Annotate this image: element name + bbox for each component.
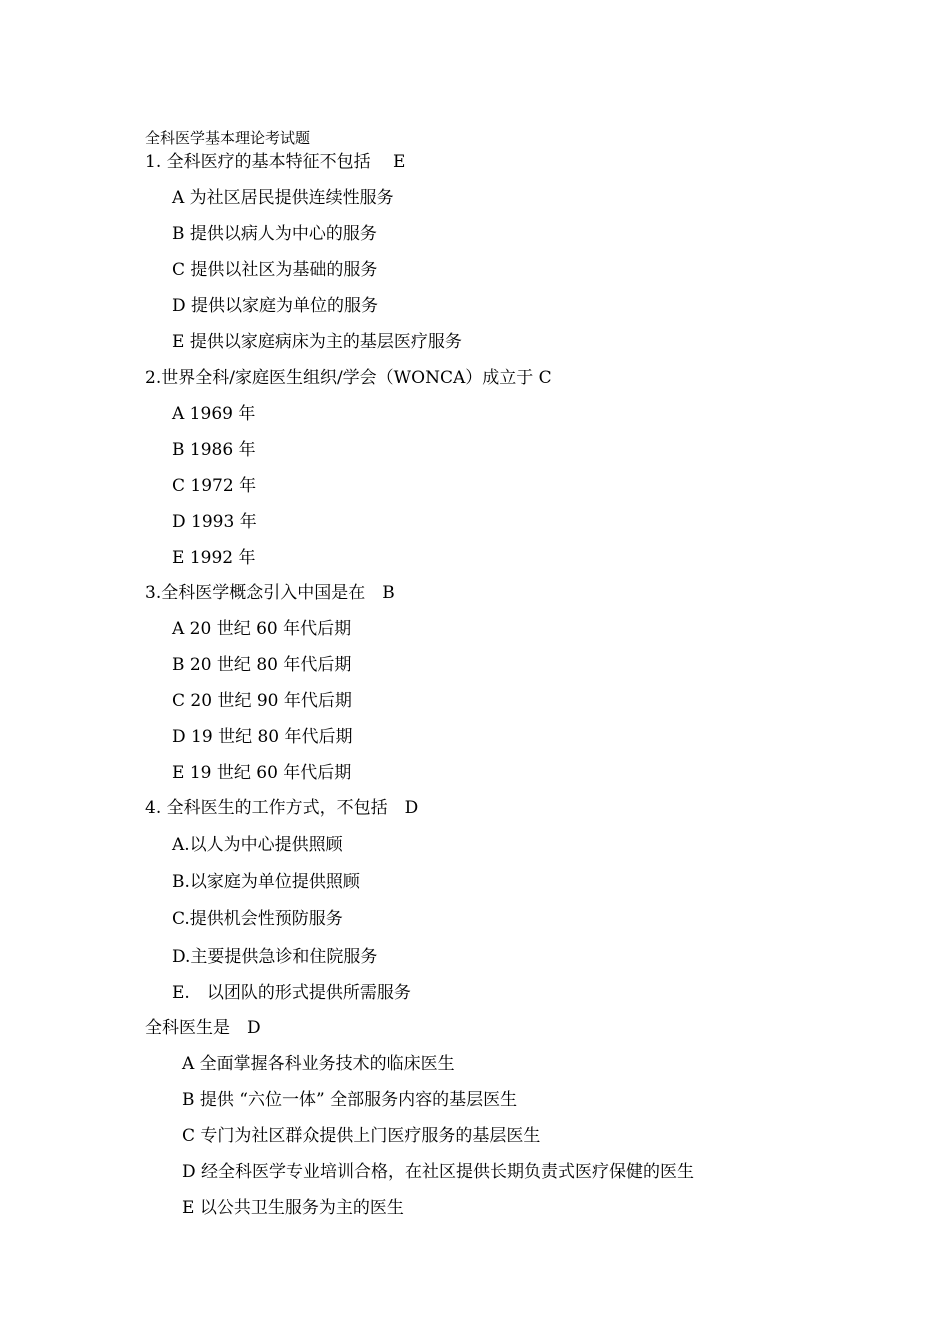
question-1-option-d: D 提供以家庭为单位的服务 bbox=[172, 296, 379, 316]
question-2-option-d: D 1993 年 bbox=[172, 512, 257, 532]
question-1-option-b: B 提供以病人为中心的服务 bbox=[172, 224, 377, 244]
question-5-stem: 全科医生是 D bbox=[145, 1018, 261, 1038]
question-1-stem: 1. 全科医疗的基本特征不包括 E bbox=[145, 152, 406, 172]
question-5-option-c: C 专门为社区群众提供上门医疗服务的基层医生 bbox=[182, 1126, 541, 1146]
question-4-stem: 4. 全科医生的工作方式，不包括 D bbox=[145, 798, 419, 818]
question-2-stem: 2.世界全科/家庭医生组织/学会（WONCA）成立于 C bbox=[145, 368, 552, 388]
question-5-option-e: E 以公共卫生服务为主的医生 bbox=[182, 1198, 404, 1218]
question-3-option-c: C 20 世纪 90 年代后期 bbox=[172, 691, 352, 711]
question-3-option-e: E 19 世纪 60 年代后期 bbox=[172, 763, 352, 783]
question-2-option-e: E 1992 年 bbox=[172, 548, 256, 568]
question-3-stem: 3.全科医学概念引入中国是在 B bbox=[145, 583, 395, 603]
question-2-option-a: A 1969 年 bbox=[172, 404, 256, 424]
question-5-option-b: B 提供 “六位一体” 全部服务内容的基层医生 bbox=[182, 1090, 518, 1110]
question-4-option-c: C.提供机会性预防服务 bbox=[172, 909, 343, 929]
question-3-option-d: D 19 世纪 80 年代后期 bbox=[172, 727, 353, 747]
question-4-option-e: E. 以团队的形式提供所需服务 bbox=[172, 983, 411, 1003]
question-4-option-b: B.以家庭为单位提供照顾 bbox=[172, 872, 360, 892]
question-3-option-a: A 20 世纪 60 年代后期 bbox=[172, 619, 352, 639]
question-2-option-c: C 1972 年 bbox=[172, 476, 257, 496]
document-title: 全科医学基本理论考试题 bbox=[145, 129, 311, 147]
question-5-option-d: D 经全科医学专业培训合格，在社区提供长期负责式医疗保健的医生 bbox=[182, 1162, 695, 1182]
question-4-option-d: D.主要提供急诊和住院服务 bbox=[172, 947, 378, 967]
question-1-option-c: C 提供以社区为基础的服务 bbox=[172, 260, 378, 280]
question-1-option-a: A 为社区居民提供连续性服务 bbox=[172, 188, 394, 208]
question-5-option-a: A 全面掌握各科业务技术的临床医生 bbox=[182, 1054, 455, 1074]
question-3-option-b: B 20 世纪 80 年代后期 bbox=[172, 655, 352, 675]
question-1-option-e: E 提供以家庭病床为主的基层医疗服务 bbox=[172, 332, 462, 352]
question-4-option-a: A.以人为中心提供照顾 bbox=[172, 835, 343, 855]
question-2-option-b: B 1986 年 bbox=[172, 440, 256, 460]
